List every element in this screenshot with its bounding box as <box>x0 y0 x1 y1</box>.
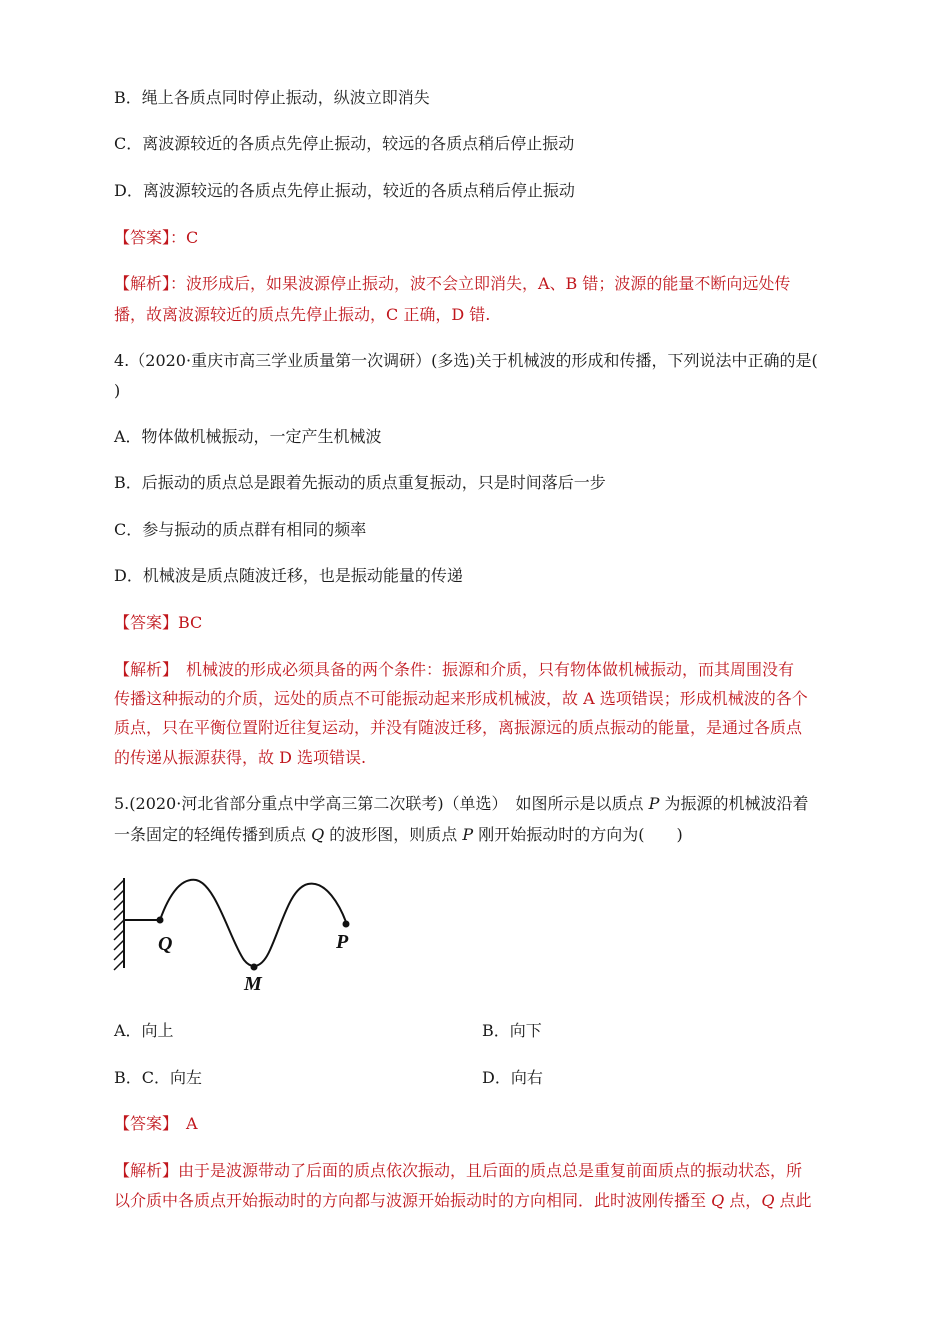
q5-analysis-text-c: 点此 <box>774 1191 812 1210</box>
q4-option-c: C．参与振动的质点群有相同的频率 <box>114 520 367 539</box>
q4-analysis-line2: 传播这种振动的介质，远处的质点不可能振动起来形成机械波，故 A 选项错误；形成机械波的各个 <box>114 689 808 708</box>
q3-option-b: B．绳上各质点同时停止振动，纵波立即消失 <box>114 88 430 107</box>
q5-analysis-Q1: Q <box>711 1191 725 1210</box>
q5-stem-text-a: 5.(2020·河北省部分重点中学高三第二次联考)（单选） 如图所示是以质点 <box>114 794 649 813</box>
q5-analysis-text-b: 点， <box>724 1191 762 1210</box>
q5-stem-P2: P <box>462 825 474 844</box>
q5-stem-line2 <box>114 825 683 845</box>
q4-answer: 【答案】BC <box>114 613 203 632</box>
q4-analysis-line4: 的传递从振源获得，故 D 选项错误. <box>114 748 367 767</box>
label-P: P <box>336 931 349 953</box>
q4-stem-line1: 4.（2020·重庆市高三学业质量第一次调研）(多选)关于机械波的形成和传播，下列说法中正确的是( <box>114 351 818 370</box>
q5-analysis-text-a: 以介质中各质点开始振动时的方向都与波源开始振动时的方向相同．此时波刚传播至 <box>114 1191 712 1210</box>
q3-option-c: C．离波源较近的各质点先停止振动，较远的各质点稍后停止振动 <box>114 134 575 153</box>
q5-stem-text-b: 为振源的机械波沿着 <box>659 794 809 813</box>
q4-option-a: A．物体做机械振动，一定产生机械波 <box>114 427 382 446</box>
point-M <box>251 964 258 971</box>
q5-analysis-Q2: Q <box>761 1191 775 1210</box>
q5-answer: 【答案】 A <box>114 1114 198 1133</box>
q5-stem-text-c: 一条固定的轻绳传播到质点 <box>114 825 312 844</box>
q5-option-b: B．向下 <box>482 1021 542 1040</box>
q5-stem-Q: Q <box>311 825 325 844</box>
wave-figure <box>112 870 372 1000</box>
q4-stem-line2: ) <box>114 381 121 400</box>
label-Q: Q <box>158 933 173 955</box>
q4-option-d: D．机械波是质点随波迁移，也是振动能量的传递 <box>114 566 463 585</box>
point-Q <box>157 917 164 924</box>
q4-analysis-line3: 质点，只在平衡位置附近往复运动，并没有随波迁移，离振源远的质点振动的能量，是通过各质点 <box>114 718 803 737</box>
q3-analysis-line1: 【解析】：波形成后，如果波源停止振动，波不会立即消失，A、B 错；波源的能量不断向远处传 <box>114 274 791 293</box>
q3-option-d: D．离波源较远的各质点先停止振动，较近的各质点稍后停止振动 <box>114 181 575 200</box>
q5-option-a: A．向上 <box>114 1021 174 1040</box>
label-M: M <box>244 973 262 995</box>
q5-option-d: D．向右 <box>482 1068 543 1087</box>
wave-curve <box>160 880 346 966</box>
q5-stem-text-e: 刚开始振动时的方向为( ) <box>473 825 683 844</box>
q5-analysis-line1: 【解析】由于是波源带动了后面的质点依次振动，且后面的质点总是重复前面质点的振动状态，所 <box>114 1161 803 1180</box>
q5-stem-line1 <box>114 794 809 814</box>
q5-stem-text-d: 的波形图，则质点 <box>324 825 463 844</box>
q5-analysis-line2 <box>114 1191 812 1211</box>
q4-option-b: B．后振动的质点总是跟着先振动的质点重复振动，只是时间落后一步 <box>114 473 606 492</box>
wall-hatch <box>114 880 124 970</box>
q3-analysis-line2: 播，故离波源较近的质点先停止振动，C 正确，D 错. <box>114 305 491 324</box>
q3-answer: 【答案】：C <box>114 228 199 247</box>
point-P <box>343 921 350 928</box>
q4-analysis-line1: 【解析】 机械波的形成必须具备的两个条件：振源和介质，只有物体做机械振动，而其周围没有 <box>114 660 795 679</box>
q5-stem-P: P <box>648 794 660 813</box>
q5-option-c: B．C．向左 <box>114 1068 203 1087</box>
